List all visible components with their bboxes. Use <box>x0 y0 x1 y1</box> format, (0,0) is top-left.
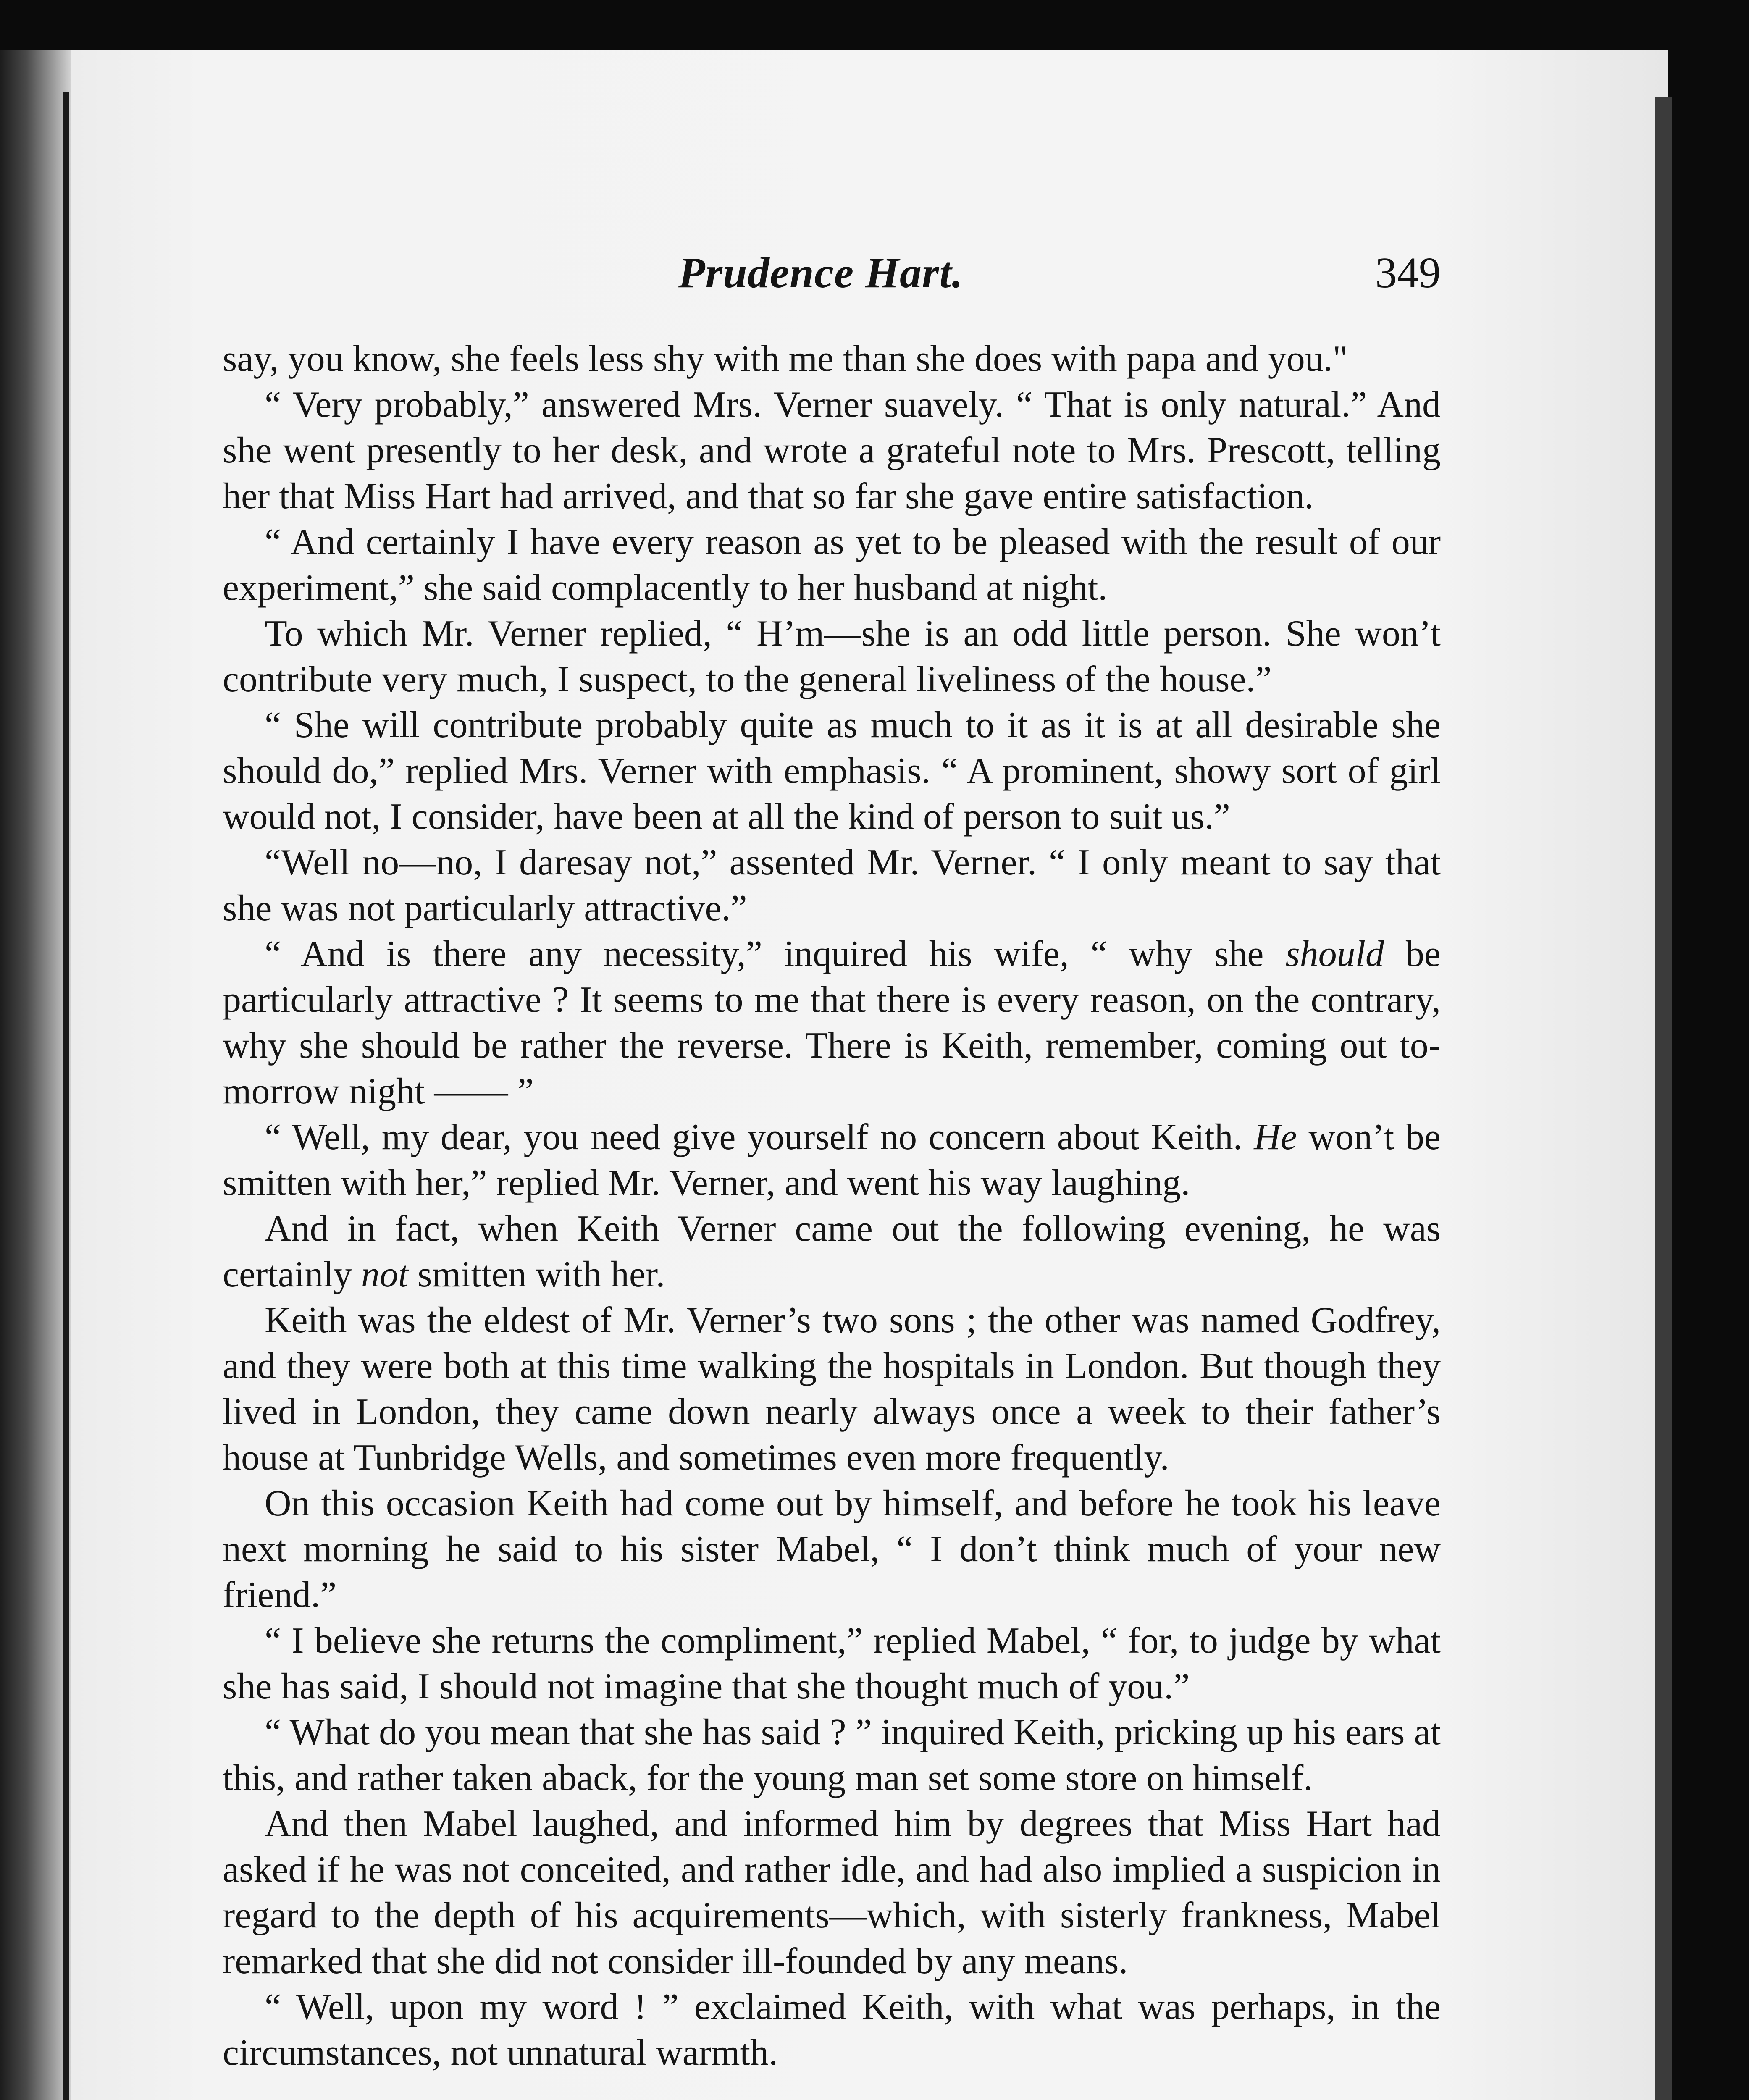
paragraph <box>223 1480 1441 1618</box>
paragraph-text: To which Mr. Verner replied, “ H’m—she is an odd little person. She won’t contribute very much, I suspect, to the general liveliness of the house.” <box>223 613 1441 700</box>
paragraph-text: Keith was the eldest of Mr. Verner’s two sons ; the other was named Godfrey, and they were both at this time walking the hospitals in London. But though they lived in London, they came down nearly always once a week to their father’s house at Tunbridge Wells, and sometimes even more frequently. <box>223 1300 1441 1478</box>
paragraph <box>223 519 1441 611</box>
paragraph <box>223 382 1441 519</box>
paragraph <box>223 702 1441 840</box>
paragraph <box>223 611 1441 702</box>
paragraph <box>223 1114 1441 1206</box>
page-header <box>223 248 1441 315</box>
paragraph <box>223 931 1441 1114</box>
paragraph-text: And then Mabel laughed, and informed him by degrees that Miss Hart had asked if he was not conceited, and rather idle, and had also implied a suspicion in regard to the depth of his acquirements—which, with sisterly frankness, Mabel remarked that she did not consider ill-founded by any means. <box>223 1803 1441 1982</box>
page-right-edge <box>1655 97 1672 2100</box>
body-text <box>223 336 1441 2076</box>
paragraph-text: “ And is there any necessity,” inquired his wife, “ why she <box>265 934 1286 974</box>
paragraph-text: And in fact, when Keith Verner came out the following evening, he was certainly <box>223 1208 1441 1295</box>
page-number: 349 <box>1375 249 1441 297</box>
italic-text: should <box>1285 934 1384 974</box>
running-title: Prudence Hart. <box>678 249 964 297</box>
paragraph <box>223 336 1441 382</box>
paragraph-text: “ And certainly I have every reason as yet to be pleased with the result of our experiment,” she said complacently to her husband at night. <box>223 522 1441 608</box>
paragraph <box>223 840 1441 931</box>
paragraph-text: “Well no—no, I daresay not,” assented Mr. Verner. “ I only meant to say that she was not particularly attractive.” <box>223 842 1441 929</box>
italic-text: not <box>361 1254 409 1295</box>
paragraph <box>223 1297 1441 1480</box>
paragraph <box>223 1801 1441 1984</box>
paragraph-text: be particularly attractive ? It seems to me that there is every reason, on the contrary, why she should be rather the reverse. There is Keith, remember, coming out to-morrow night —— ” <box>223 934 1441 1112</box>
paragraph <box>223 1206 1441 1297</box>
italic-text: He <box>1254 1117 1297 1158</box>
gutter-shadow-line <box>63 92 69 2100</box>
paragraph-text: “ She will contribute probably quite as much to it as it is at all desirable she should do,” replied Mrs. Verner with emphasis. “ A prominent, showy sort of girl would not, I consider, have been at all the kind of person to suit us.” <box>223 705 1441 837</box>
paragraph-text: “ Well, my dear, you need give yourself no concern about Keith. <box>265 1117 1254 1158</box>
paragraph-text: won’t be smitten with her,” replied Mr. Verner, and went his way laughing. <box>223 1117 1441 1203</box>
paragraph-text: On this occasion Keith had come out by himself, and before he took his leave next morning he said to his sister Mabel, “ I don’t think much of your new friend.” <box>223 1483 1441 1615</box>
paragraph-text: “ Very probably,” answered Mrs. Verner suavely. “ That is only natural.” And she went presently to her desk, and wrote a grateful note to Mrs. Prescott, telling her that Miss Hart had arrived, and that so far she gave entire satisfaction. <box>223 384 1441 517</box>
paragraph <box>223 1984 1441 2076</box>
paragraph-text: “ Well, upon my word ! ” exclaimed Keith, with what was perhaps, in the circumstances, not unnatural warmth. <box>223 1987 1441 2073</box>
paragraph <box>223 1709 1441 1801</box>
paragraph-text: “ What do you mean that she has said ? ” inquired Keith, pricking up his ears at this, and rather taken aback, for the young man set some store on himself. <box>223 1712 1441 1798</box>
paragraph-text: “ I believe she returns the compliment,” replied Mabel, “ for, to judge by what she has said, I should not imagine that she thought much of you.” <box>223 1620 1441 1707</box>
paragraph <box>223 1618 1441 1709</box>
paragraph-text: smitten with her. <box>408 1254 665 1295</box>
paragraph-text: say, you know, she feels less shy with me than she does with papa and you." <box>223 339 1348 379</box>
